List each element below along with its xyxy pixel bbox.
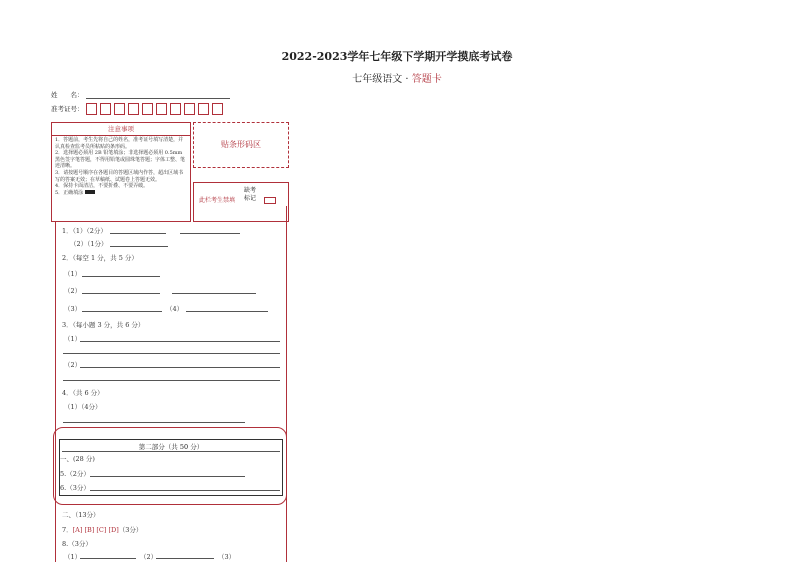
q2-2-answer[interactable] — [82, 293, 160, 294]
q2-4-label: （4） — [166, 305, 184, 313]
q8-1-answer[interactable] — [80, 558, 136, 559]
name-field[interactable] — [86, 98, 230, 99]
part2-title: 第二部分（共 50 分） — [138, 443, 204, 451]
q3-2-answer[interactable] — [80, 367, 280, 368]
id-label: 准考证号： — [51, 105, 84, 113]
absent-mark-label: 缺考 标记 — [244, 187, 257, 202]
exam-subtitle — [0, 70, 794, 85]
exam-title: 2022-2023学年七年级下学期开学摸底考试卷 — [281, 50, 513, 63]
q1-part1-answer-2[interactable] — [180, 233, 240, 234]
filled-mark-icon — [85, 190, 95, 194]
notice-title: 注意事项 — [52, 123, 190, 136]
q4-1-answer[interactable] — [63, 422, 245, 423]
q2-3-label: （3） — [64, 305, 82, 313]
q7-row: 7．[A] [B] [C] [D]（3分） — [62, 526, 143, 534]
notice-item: 1．答题前，考生先将自己的姓名，准考证号填写清楚，并认真检查监考员所粘贴的条形码。 — [55, 137, 184, 150]
part2-section1-label: 一、(28 分) — [60, 455, 95, 463]
q2-4-answer[interactable] — [186, 311, 268, 312]
part2-box — [59, 439, 283, 496]
q6-label: 6.（3分） — [60, 484, 90, 492]
absent-box — [193, 182, 289, 222]
q3-2-answer-line2[interactable] — [63, 380, 280, 381]
q5-label: 5.（2分） — [60, 470, 90, 478]
q7-options[interactable]: [A] [B] [C] [D] — [72, 526, 119, 534]
notice-item: 5．正确填涂 — [55, 190, 187, 197]
q2-label: 2．（每空 1 分，共 5 分） — [62, 254, 138, 262]
q1-part2-answer[interactable] — [110, 246, 168, 247]
notice-item: 3．请按题号顺序在各题目的答题区域内作答，超出区域书写的答案无效；在草稿纸、试题卷上答题无效。 — [55, 169, 184, 183]
part2-title-rule — [62, 451, 280, 452]
name-label: 姓 名： — [51, 91, 84, 99]
q3-1-label: （1） — [64, 335, 82, 343]
barcode-area: 贴条形码区 — [193, 122, 289, 168]
q5-answer[interactable] — [90, 476, 245, 477]
section2-label: 二、（13分） — [62, 511, 100, 519]
notice-item: 2．选择题必须用 2B 铅笔填涂；非选择题必须用 0.5mm 黑色签字笔答题，不得用铅笔或圆珠笔答题；字体工整、笔迹清晰。 — [55, 150, 186, 170]
q8-2-label: （2） — [140, 553, 158, 561]
q2-3-answer[interactable] — [82, 311, 162, 312]
notice-list — [55, 137, 187, 196]
q2-1-answer[interactable] — [82, 276, 160, 277]
q2-1-label: （1） — [64, 270, 82, 278]
q6-answer[interactable] — [90, 490, 280, 491]
q4-1-label: （1）（4分） — [64, 403, 102, 411]
q2-2-label: （2） — [64, 287, 82, 295]
absent-checkbox[interactable] — [264, 197, 276, 204]
q3-label: 3．（每小题 3 分，共 6 分） — [62, 321, 145, 329]
notice-box — [51, 122, 191, 222]
notice-item: 4．保持卡面清洁，不要折叠、不要弄破。 — [55, 183, 149, 190]
q4-label: 4．（共 6 分） — [62, 389, 104, 397]
q3-1-answer-line2[interactable] — [63, 353, 280, 354]
absent-forbidden-label: 此栏考生禁填 — [199, 197, 236, 204]
q8-1-label: （1） — [64, 553, 82, 561]
q8-label: 8.（3分） — [62, 540, 92, 548]
q3-1-answer[interactable] — [80, 341, 280, 342]
q8-3-label: （3） — [218, 553, 236, 561]
q1-part1-answer[interactable] — [110, 233, 166, 234]
q8-2-answer[interactable] — [156, 558, 214, 559]
q3-2-label: （2） — [64, 361, 82, 369]
subtitle-subject: 七年级语文 — [352, 74, 403, 85]
q2-2-answer-2[interactable] — [172, 293, 256, 294]
subtitle-answer-sheet: 答题卡 — [411, 74, 442, 85]
q1-part1-label: 1．（1）（2分） — [62, 227, 107, 235]
subtitle-separator: · — [405, 74, 409, 85]
q1-part2-label: （2）（1分） — [70, 240, 108, 248]
